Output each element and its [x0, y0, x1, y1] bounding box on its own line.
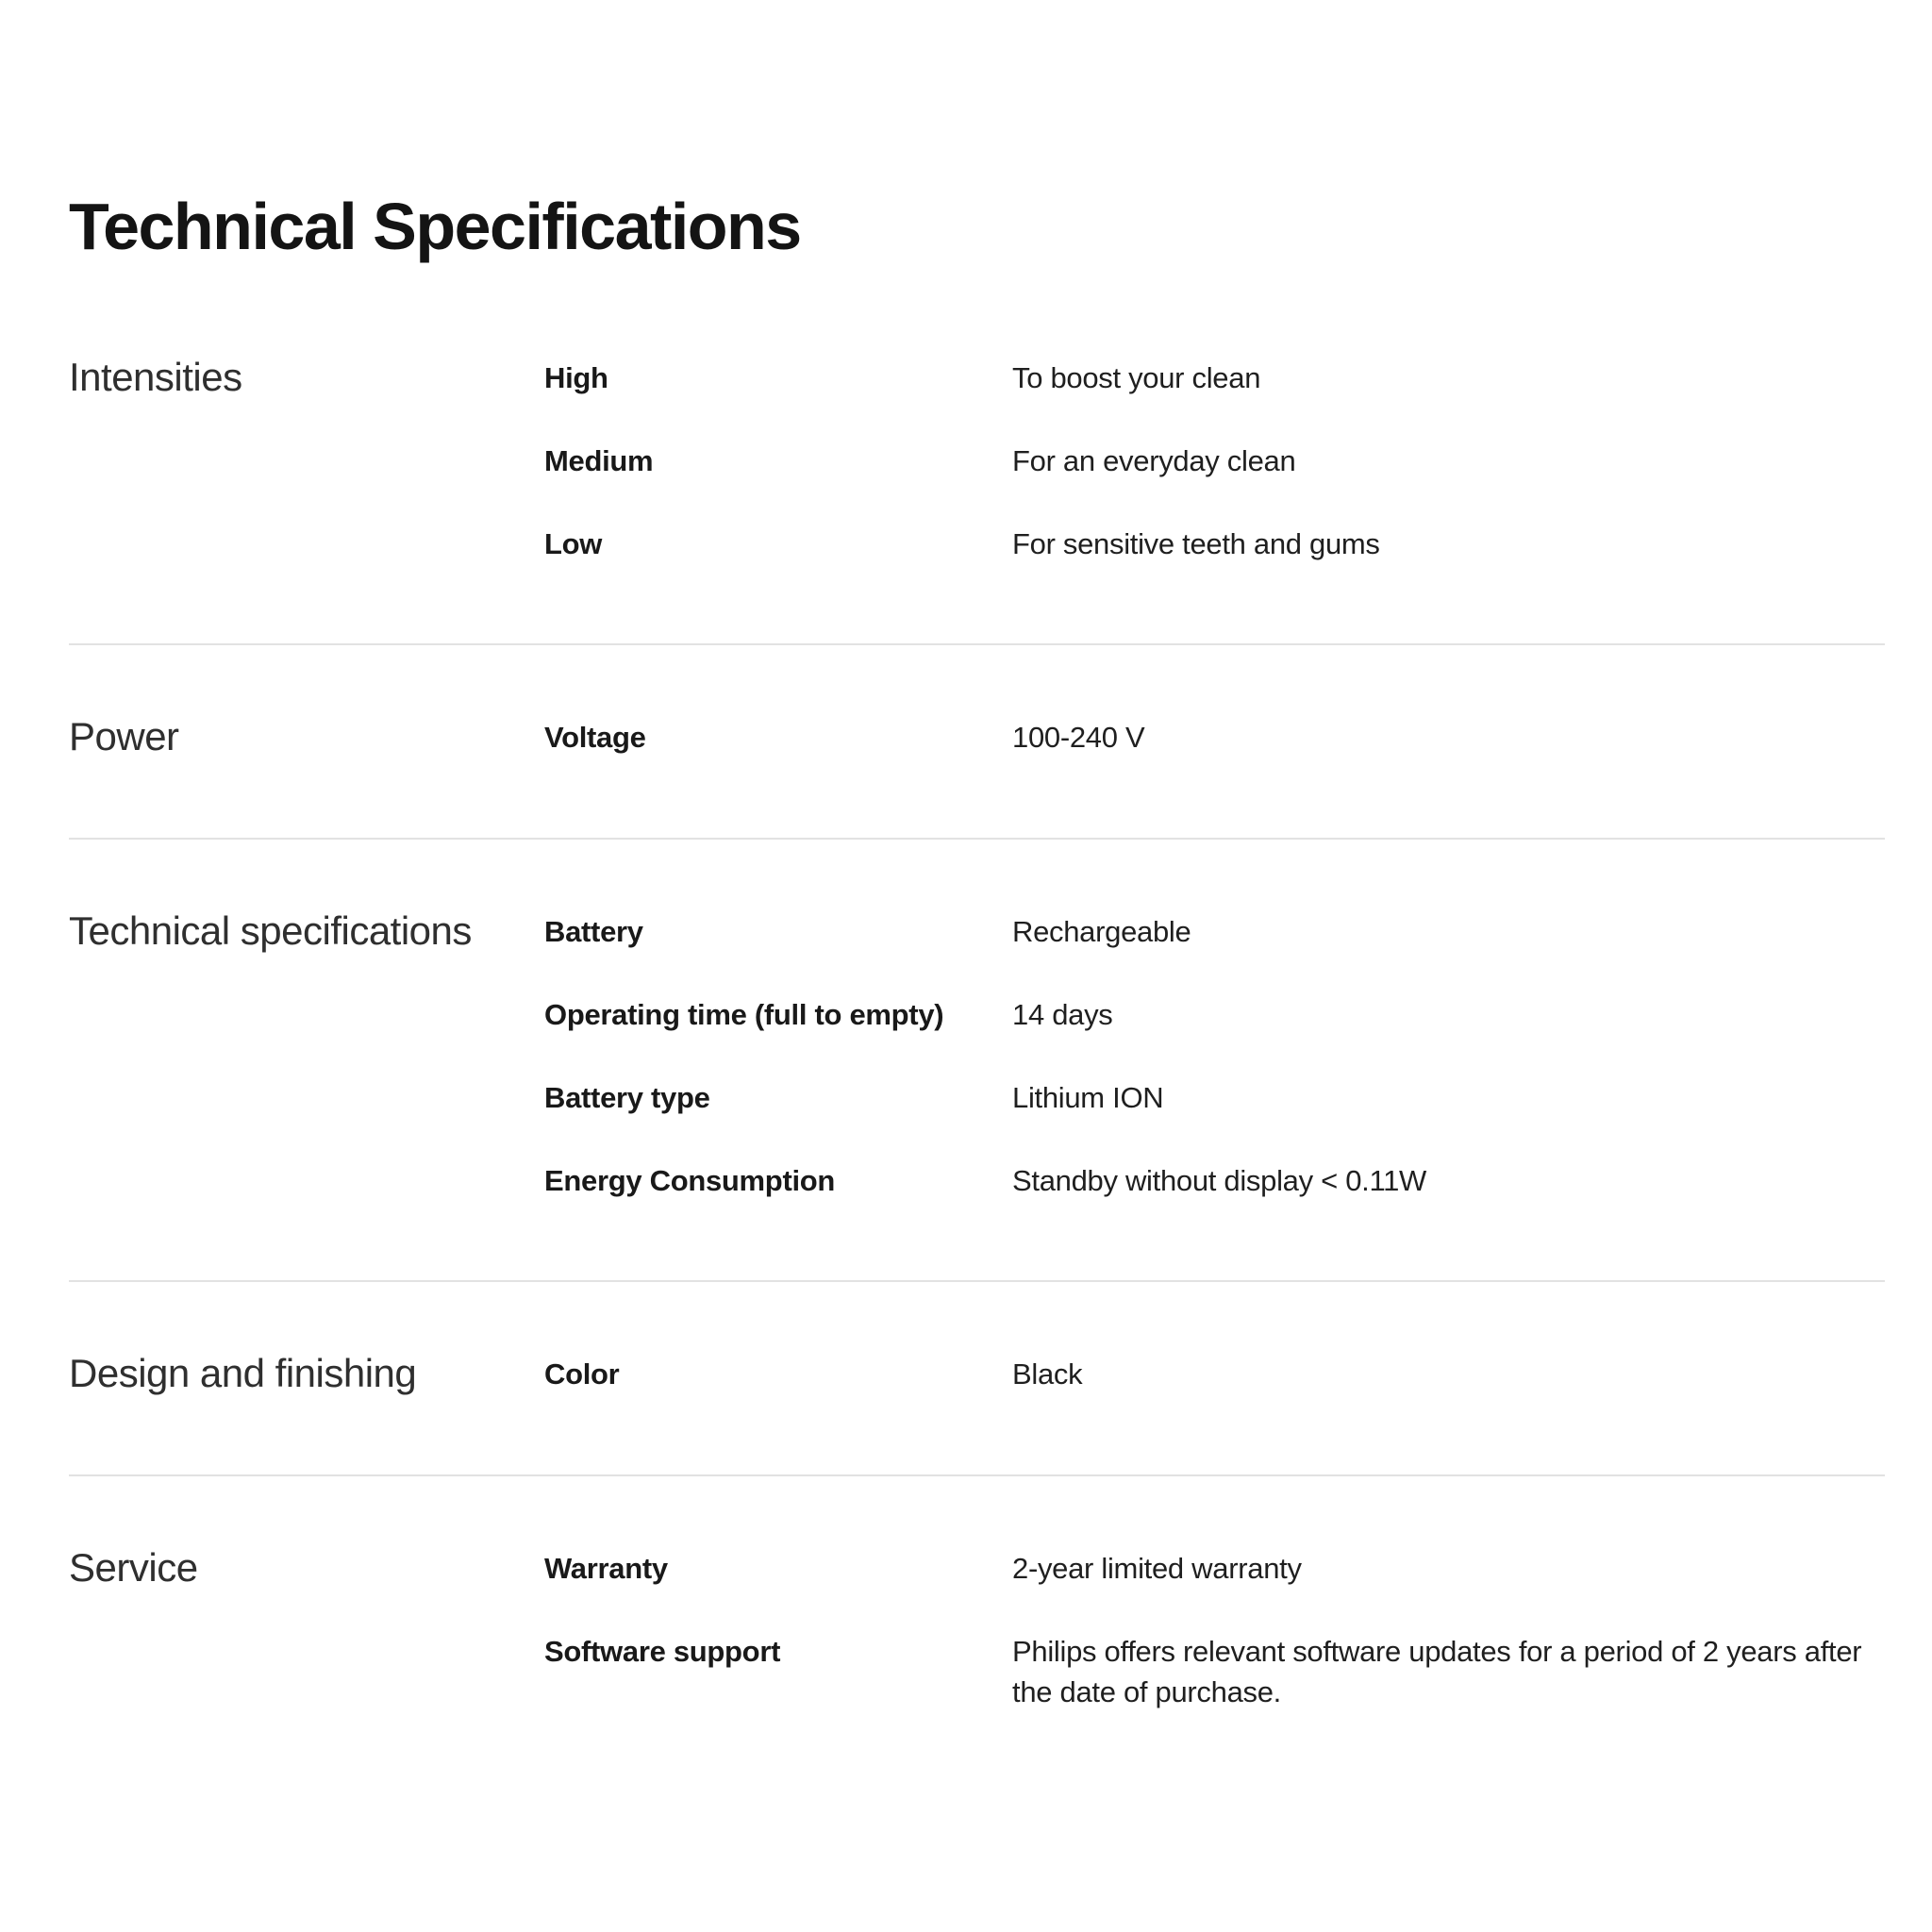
spec-section [69, 1476, 1885, 1791]
spec-name: Low [544, 527, 603, 560]
section-label: Intensities [69, 355, 242, 399]
section-rows [544, 356, 1885, 564]
spec-name: Energy Consumption [544, 1164, 836, 1197]
spec-row [544, 1077, 1885, 1118]
section-rows [544, 909, 1885, 1201]
spec-section [69, 1282, 1885, 1476]
section-label: Power [69, 714, 179, 758]
spec-row [544, 1631, 1885, 1712]
spec-name: Battery [544, 915, 643, 948]
spec-value: Philips offers relevant software updates for a period of 2 years after the date of purchase. [1012, 1635, 1862, 1708]
spec-name: Battery type [544, 1081, 710, 1114]
spec-name: High [544, 361, 608, 394]
spec-row [544, 1354, 1885, 1394]
spec-name: Medium [544, 444, 654, 477]
spec-name: Color [544, 1357, 620, 1391]
spec-value: 2-year limited warranty [1012, 1552, 1302, 1585]
spec-value: Standby without display < 0.11W [1012, 1164, 1427, 1197]
spec-section [69, 277, 1885, 645]
spec-value: For sensitive teeth and gums [1012, 527, 1380, 560]
spec-row [544, 441, 1885, 481]
spec-value: 100-240 V [1012, 721, 1145, 754]
spec-name: Operating time (full to empty) [544, 998, 944, 1031]
spec-row [544, 358, 1885, 398]
spec-value: Rechargeable [1012, 915, 1191, 948]
spec-row [544, 994, 1885, 1035]
section-label: Design and finishing [69, 1351, 417, 1395]
spec-section [69, 645, 1885, 840]
spec-name: Voltage [544, 721, 646, 754]
spec-value: To boost your clean [1012, 361, 1261, 394]
spec-sections [69, 277, 1885, 1791]
spec-row [544, 717, 1885, 758]
spec-section [69, 840, 1885, 1282]
spec-row [544, 1160, 1885, 1201]
section-rows [544, 1546, 1885, 1712]
section-label: Service [69, 1545, 198, 1590]
spec-value: Lithium ION [1012, 1081, 1164, 1114]
section-rows [544, 1352, 1885, 1394]
page-title: Technical Specifications [69, 190, 801, 263]
spec-row [544, 911, 1885, 952]
spec-name: Software support [544, 1635, 781, 1668]
section-rows [544, 715, 1885, 758]
spec-name: Warranty [544, 1552, 668, 1585]
section-label: Technical specifications [69, 908, 472, 953]
spec-value: Black [1012, 1357, 1083, 1391]
spec-row [544, 1548, 1885, 1589]
spec-value: For an everyday clean [1012, 444, 1296, 477]
spec-row [544, 524, 1885, 564]
spec-value: 14 days [1012, 998, 1113, 1031]
